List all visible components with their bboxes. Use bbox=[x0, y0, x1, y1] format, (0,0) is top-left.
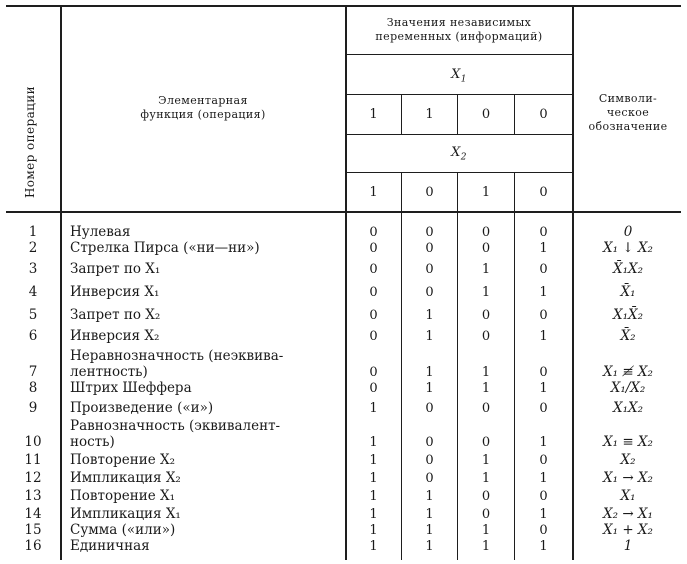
rule-under-values-title bbox=[345, 54, 573, 55]
truth-value: 1 bbox=[539, 329, 548, 344]
truth-value: 1 bbox=[425, 523, 434, 538]
symbolic-notation: X₁ + X₂ bbox=[603, 522, 653, 538]
row-number: 14 bbox=[24, 506, 42, 522]
truth-value: 0 bbox=[481, 329, 491, 344]
truth-value: 1 bbox=[369, 507, 378, 522]
symbolic-notation: X̄₁ bbox=[620, 284, 636, 300]
truth-value: 0 bbox=[539, 262, 548, 277]
symbolic-notation: X₁/X₂ bbox=[610, 380, 646, 396]
row-number: 2 bbox=[28, 240, 38, 256]
row-number: 12 bbox=[24, 470, 42, 486]
rule-under-x1 bbox=[345, 94, 573, 95]
truth-value: 1 bbox=[539, 507, 548, 522]
column-header-symbol-line3: обозначение bbox=[588, 120, 668, 133]
truth-value: 0 bbox=[539, 225, 548, 240]
truth-value: 1 bbox=[369, 489, 378, 504]
function-name: Штрих Шеффера bbox=[70, 380, 192, 396]
symbolic-notation: X̄₂ bbox=[620, 328, 636, 344]
symbolic-notation: X₁ ≡ X₂ bbox=[603, 434, 653, 450]
vline-number bbox=[60, 5, 62, 560]
truth-value: 0 bbox=[481, 225, 491, 240]
function-name: Инверсия X₁ bbox=[70, 284, 160, 300]
rule-under-x2 bbox=[345, 172, 573, 173]
truth-value: 0 bbox=[369, 308, 378, 323]
truth-value: 1 bbox=[369, 435, 378, 450]
truth-value: 0 bbox=[481, 435, 491, 450]
row-number: 10 bbox=[24, 434, 42, 450]
x2-value-3: 1 bbox=[481, 185, 491, 200]
x2-header bbox=[346, 146, 572, 163]
function-name: Повторение X₁ bbox=[70, 488, 176, 504]
truth-value: 1 bbox=[481, 285, 491, 300]
symbolic-notation: 1 bbox=[623, 538, 633, 554]
truth-value: 1 bbox=[539, 381, 548, 396]
truth-value: 0 bbox=[539, 401, 548, 416]
symbolic-notation: X₂ → X₁ bbox=[603, 506, 653, 522]
function-name: Произведение («и») bbox=[70, 400, 214, 416]
truth-value: 0 bbox=[539, 365, 548, 380]
row-number: 6 bbox=[28, 328, 38, 344]
top-border bbox=[6, 5, 681, 7]
truth-value: 0 bbox=[369, 285, 378, 300]
x2-subscript: 2 bbox=[460, 152, 467, 163]
truth-value: 0 bbox=[481, 489, 491, 504]
truth-value: 0 bbox=[369, 365, 378, 380]
row-number: 4 bbox=[28, 284, 38, 300]
truth-value: 0 bbox=[425, 453, 434, 468]
truth-value: 0 bbox=[425, 225, 434, 240]
truth-value: 1 bbox=[481, 453, 491, 468]
truth-value: 1 bbox=[425, 365, 434, 380]
truth-value: 0 bbox=[539, 523, 548, 538]
truth-value: 0 bbox=[425, 401, 434, 416]
function-name: Импликация X₂ bbox=[70, 470, 181, 486]
truth-value: 0 bbox=[425, 285, 434, 300]
truth-value: 0 bbox=[425, 435, 434, 450]
x1-value-2: 1 bbox=[425, 107, 434, 122]
function-name: Единичная bbox=[70, 538, 150, 554]
column-header-number: Номер операции bbox=[23, 85, 37, 199]
truth-value: 1 bbox=[481, 471, 491, 486]
function-name: Инверсия X₂ bbox=[70, 328, 160, 344]
truth-value: 0 bbox=[369, 381, 378, 396]
function-name: Нулевая bbox=[70, 224, 131, 240]
function-name: Стрелка Пирса («ни—ни») bbox=[70, 240, 260, 256]
truth-value: 1 bbox=[425, 507, 434, 522]
truth-value: 1 bbox=[481, 381, 491, 396]
x1-header bbox=[346, 68, 572, 85]
truth-value: 0 bbox=[481, 241, 491, 256]
column-header-values-line1: Значения независимых bbox=[386, 16, 532, 29]
truth-value: 0 bbox=[539, 308, 548, 323]
function-name: Запрет по X₂ bbox=[70, 307, 161, 323]
symbolic-notation: X₂ bbox=[620, 452, 636, 468]
truth-value: 1 bbox=[369, 453, 378, 468]
truth-value: 0 bbox=[369, 241, 378, 256]
row-number: 15 bbox=[24, 522, 42, 538]
symbolic-notation: X₁ ↓ X₂ bbox=[603, 240, 653, 256]
x1-value-3: 0 bbox=[481, 107, 491, 122]
symbolic-notation: X₁X̄₂ bbox=[612, 307, 644, 323]
truth-value: 1 bbox=[369, 539, 378, 554]
truth-value: 1 bbox=[481, 365, 491, 380]
x1-value-4: 0 bbox=[539, 107, 548, 122]
column-header-function-line2: функция (операция) bbox=[140, 108, 266, 121]
truth-value: 1 bbox=[369, 401, 378, 416]
truth-value: 0 bbox=[425, 241, 434, 256]
truth-value: 1 bbox=[425, 308, 434, 323]
function-name: Сумма («или») bbox=[70, 522, 176, 538]
x1-value-1: 1 bbox=[369, 107, 378, 122]
truth-value: 1 bbox=[425, 539, 434, 554]
truth-value: 1 bbox=[425, 489, 434, 504]
truth-value: 1 bbox=[481, 523, 491, 538]
row-number: 5 bbox=[28, 307, 38, 323]
x1-letter: X bbox=[451, 67, 461, 82]
truth-value: 1 bbox=[539, 285, 548, 300]
x1-subscript: 1 bbox=[460, 74, 467, 85]
symbolic-notation: X₁ ≢ X₂ bbox=[603, 364, 653, 380]
truth-value: 0 bbox=[425, 262, 434, 277]
truth-value: 1 bbox=[425, 329, 434, 344]
row-number: 7 bbox=[28, 364, 38, 380]
symbolic-notation: X₁X₂ bbox=[612, 400, 644, 416]
truth-value: 0 bbox=[539, 453, 548, 468]
function-name-continuation: лентность) bbox=[70, 364, 148, 380]
row-number: 3 bbox=[28, 261, 38, 277]
truth-value: 1 bbox=[369, 471, 378, 486]
truth-value: 0 bbox=[481, 308, 491, 323]
truth-value: 1 bbox=[481, 539, 491, 554]
x2-value-2: 0 bbox=[425, 185, 434, 200]
truth-value: 1 bbox=[425, 381, 434, 396]
symbolic-notation: X̄₁X₂ bbox=[612, 261, 644, 277]
row-number: 8 bbox=[28, 380, 38, 396]
row-number: 11 bbox=[24, 452, 42, 468]
x2-letter: X bbox=[451, 145, 461, 160]
truth-value: 1 bbox=[539, 539, 548, 554]
symbolic-notation: 0 bbox=[623, 224, 633, 240]
column-header-symbol-line1: Символи- bbox=[598, 92, 658, 105]
row-number: 13 bbox=[24, 488, 42, 504]
row-number: 9 bbox=[28, 400, 38, 416]
truth-value: 0 bbox=[425, 471, 434, 486]
truth-value: 0 bbox=[369, 329, 378, 344]
truth-value: 0 bbox=[369, 225, 378, 240]
function-name: Равнозначность (эквивалент- bbox=[70, 418, 281, 434]
truth-value: 1 bbox=[481, 262, 491, 277]
x2-value-4: 0 bbox=[539, 185, 548, 200]
column-header-values-line2: переменных (информаций) bbox=[375, 30, 543, 43]
function-name: Запрет по X₁ bbox=[70, 261, 161, 277]
function-name: Повторение X₂ bbox=[70, 452, 176, 468]
truth-value: 0 bbox=[481, 507, 491, 522]
column-header-function-line1: Элементарная bbox=[158, 94, 248, 107]
header-bottom-rule bbox=[6, 211, 681, 213]
truth-value: 0 bbox=[481, 401, 491, 416]
rule-under-x1-values bbox=[345, 134, 573, 135]
symbolic-notation: X₁ → X₂ bbox=[603, 470, 653, 486]
row-number: 1 bbox=[28, 224, 38, 240]
x2-value-1: 1 bbox=[369, 185, 378, 200]
truth-value: 1 bbox=[369, 523, 378, 538]
function-name: Импликация X₁ bbox=[70, 506, 181, 522]
truth-value: 0 bbox=[539, 489, 548, 504]
function-name: Неравнозначность (неэквива- bbox=[70, 348, 284, 364]
row-number: 16 bbox=[24, 538, 42, 554]
column-header-symbol-line2: ческое bbox=[606, 106, 650, 119]
function-name-continuation: ность) bbox=[70, 434, 115, 450]
truth-value: 0 bbox=[369, 262, 378, 277]
truth-value: 1 bbox=[539, 435, 548, 450]
truth-value: 1 bbox=[539, 241, 548, 256]
truth-value: 1 bbox=[539, 471, 548, 486]
symbolic-notation: X₁ bbox=[620, 488, 636, 504]
